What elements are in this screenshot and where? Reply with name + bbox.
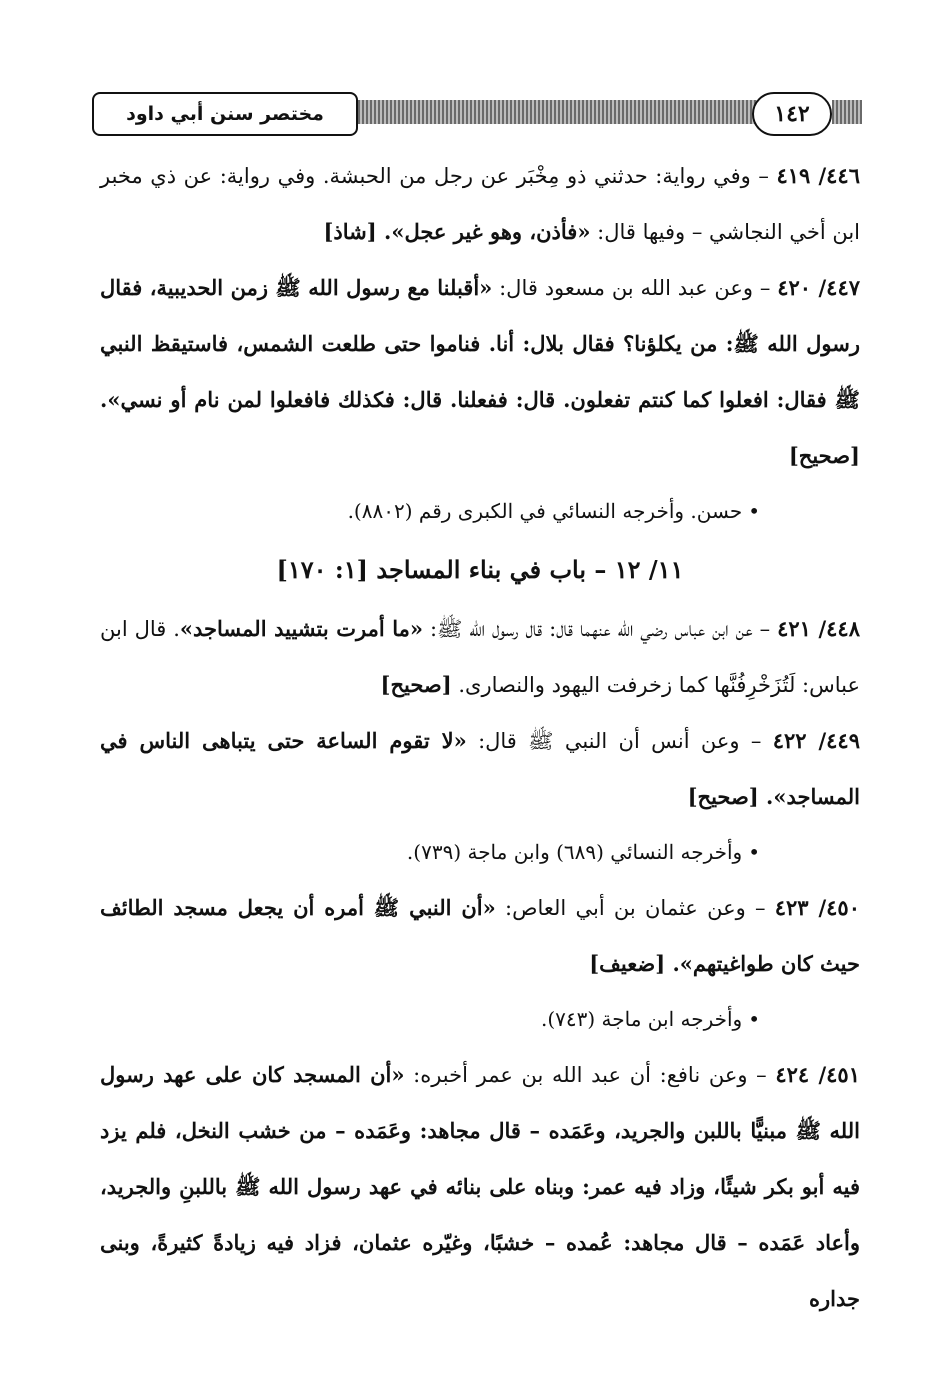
hadith-quote: «لا تقوم الساعة حتى يتباهى الناس في المساجد»: [100, 728, 860, 809]
hadith-text: – وعن نافع: أن عبد الله بن عمر أخبره:: [404, 1063, 776, 1087]
hadith-quote: «أن النبي ﷺ أمره أن يجعل مسجد الطائف حيث كان طواغيتهم»: [100, 895, 860, 976]
bullet-icon: •: [748, 1007, 760, 1031]
hadith-grade: . [ضعيف]: [589, 951, 680, 976]
hadith-grade: . [صحيح]: [687, 784, 774, 809]
hadith-text: – وعن عبد الله بن مسعود قال:: [492, 276, 778, 300]
hadith-449-note: [100, 825, 860, 880]
book-title: مختصر سنن أبي داود: [92, 92, 358, 136]
page-number: ١٤٢: [752, 92, 832, 136]
hadith-text: – عن ابن عباس رضي الله عنهما قال: قال رسول الله ﷺ:: [423, 617, 778, 641]
hadith-quote: «أن المسجد كان على عهد رسول الله ﷺ مبنيًّا باللبن والجريد، وعَمَده – قال مجاهد: وعَمَده – من خشب النخل، فلم يزد فيه أبو بكر شيئًا، وزاد فيه عمر: وبناه على بنائه في عهد رسول الله ﷺ باللبنِ والجريد، وأعاد عَمَده – قال مجاهد: عُمده – خشبًا، وغيّره عثمان، فزاد فيه زيادةً كثيرةً، وبنى جداره: [100, 1062, 860, 1311]
hadith-text-continued: . قال ابن عباس: لَتُزَخْرِفُنَّها كما زخرفت اليهود والنصارى.: [100, 617, 860, 697]
header-decorative-bar-end: [832, 100, 862, 124]
hadith-447-note: [100, 484, 860, 539]
hadith-number: ٤٤٩/ ٤٢٢: [772, 728, 860, 753]
hadith-quote: «فأذن، وهو غير عجل»: [391, 219, 591, 244]
hadith-451: [100, 1047, 860, 1327]
hadith-text: – وعن أنس أن النبي ﷺ قال:: [466, 729, 773, 753]
page-header: [92, 92, 862, 138]
hadith-447: [100, 260, 860, 484]
hadith-text: – وعن عثمان بن أبي العاص:: [495, 896, 775, 920]
hadith-450-note: [100, 992, 860, 1047]
hadith-number: ٤٤٨/ ٤٢١: [777, 616, 860, 641]
hadith-number: ٤٤٦/ ٤١٩: [776, 163, 860, 188]
hadith-grade: . [صحيح]: [100, 387, 860, 468]
hadith-quote: «ما أمرت بتشييد المساجد»: [179, 616, 424, 641]
hadith-446: [100, 148, 860, 260]
note-text: حسن. وأخرجه النسائي في الكبرى رقم (٨٨٠٢).: [347, 499, 743, 523]
note-text: وأخرجه النسائي (٦٨٩) وابن ماجة (٧٣٩).: [406, 840, 743, 864]
note-text: وأخرجه ابن ماجة (٧٤٣).: [540, 1007, 743, 1031]
hadith-449: [100, 713, 860, 825]
page-body: [100, 148, 860, 1327]
hadith-grade: . [شاذ]: [323, 219, 392, 244]
hadith-number: ٤٤٧/ ٤٢٠: [777, 275, 861, 300]
bullet-icon: •: [748, 840, 760, 864]
chapter-heading: ١١/ ١٢ – باب في بناء المساجد [١: ١٧٠]: [276, 555, 684, 584]
hadith-number: ٤٥٠/ ٤٢٣: [774, 895, 860, 920]
hadith-448: [100, 601, 860, 713]
hadith-quote: «أقبلنا مع رسول الله ﷺ زمن الحديبية، فقال رسول الله ﷺ: من يكلؤنا؟ فقال بلال: أنا. فناموا حتى طلعت الشمس، فاستيقظ النبي ﷺ فقال: افعلوا كما كنتم تفعلون. قال: ففعلنا. قال: فكذلك فافعلوا لمن نام أو نسي»: [100, 275, 860, 412]
hadith-text: – وفي رواية: حدثني ذو مِخْبَر عن رجل من الحبشة. وفي رواية: عن ذي مخبر ابن أخي النجاشي – وفيها قال:: [100, 164, 860, 244]
hadith-number: ٤٥١/ ٤٢٤: [775, 1062, 860, 1087]
hadith-450: [100, 880, 860, 992]
header-decorative-bar: [342, 100, 767, 124]
bullet-icon: •: [748, 499, 760, 523]
hadith-grade: [صحيح]: [380, 672, 452, 697]
